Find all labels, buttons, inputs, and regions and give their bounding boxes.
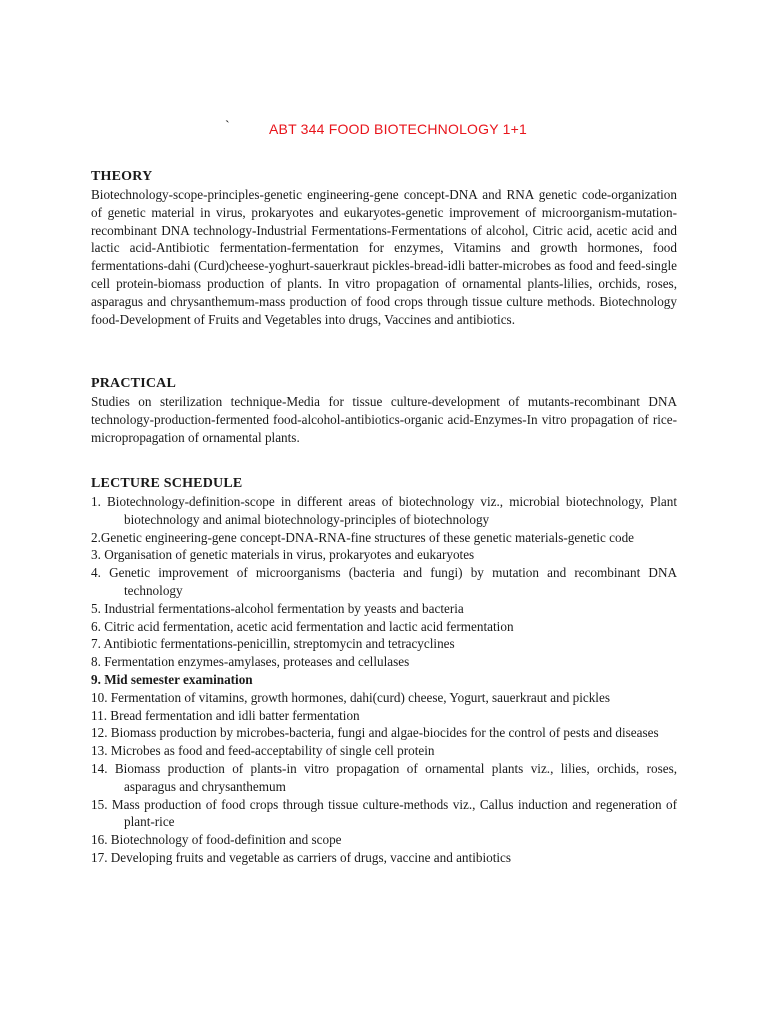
schedule-item: 16. Biotechnology of food-definition and scope	[91, 832, 342, 848]
schedule-item: 12. Biomass production by microbes-bacteria, fungi and algae-biocides for the control of pests and diseases	[91, 725, 659, 741]
lecture-schedule-list	[91, 493, 677, 867]
schedule-item: 17. Developing fruits and vegetable as carriers of drugs, vaccine and antibiotics	[91, 849, 512, 865]
schedule-item: 5. Industrial fermentations-alcohol fermentation by yeasts and bacteria	[91, 600, 464, 616]
schedule-item: 6. Citric acid fermentation, acetic acid fermentation and lactic acid fermentation	[91, 618, 514, 634]
schedule-item: 7. Antibiotic fermentations-penicillin, streptomycin and tetracyclines	[91, 636, 455, 652]
schedule-item: 10. Fermentation of vitamins, growth hormones, dahi(curd) cheese, Yogurt, sauerkraut and pickles	[91, 689, 610, 705]
schedule-item: 3. Organisation of genetic materials in virus, prokaryotes and eukaryotes	[91, 547, 475, 563]
lecture-schedule-heading: LECTURE SCHEDULE	[91, 476, 243, 491]
schedule-item: 15. Mass production of food crops through tissue culture-methods viz., Callus induction and regeneration of plant-rice	[91, 796, 677, 830]
schedule-item: 4. Genetic improvement of microorganisms (bacteria and fungi) by mutation and recombinant DNA technology	[91, 565, 677, 598]
theory-text: Biotechnology-scope-principles-genetic engineering-gene concept-DNA and RNA genetic code-organization of genetic material in virus, prokaryotes and eukaryotes-genetic improvement of microorganism-mutation-recombinant DNA technology-Industrial Fermentations-Fermentations of alcohol, Citric acid, acetic acid and lactic acid-Antibiotic fermentation-fermentation for enzymes, Vitamins and growth hormones, food fermentations-dahi (Curd)cheese-yoghurt-sauerkraut pickles-bread-idli batter-microbes as food and feed-single cell protein-biomass production of plants. In vitro propagation of ornamental plants-lilies, orchids, roses, asparagus and chrysanthemum-mass production of food crops through tissue culture methods. Biotechnology food-Development of Fruits and Vegetables into drugs, Vaccines and antibiotics.	[91, 187, 677, 327]
practical-text: Studies on sterilization technique-Media for tissue culture-development of mutants-recombinant DNA technology-production-fermented food-alcohol-antibiotics-organic acid-Enzymes-In vitro propagation of rice-micropropagation of ornamental plants.	[91, 394, 677, 445]
document-title: ABT 344 FOOD BIOTECHNOLOGY 1+1	[269, 121, 527, 137]
schedule-item: 2.Genetic engineering-gene concept-DNA-RNA-fine structures of these genetic materials-genetic code	[91, 529, 635, 545]
theory-heading: THEORY	[91, 169, 153, 184]
schedule-item: 8. Fermentation enzymes-amylases, proteases and cellulases	[91, 654, 410, 670]
stray-mark: `	[225, 119, 230, 134]
schedule-item: 13. Microbes as food and feed-acceptability of single cell protein	[91, 743, 435, 759]
schedule-item: 14. Biomass production of plants-in vitro propagation of ornamental plants viz., lilies, orchids, roses, asparagus and chrysanthemum	[91, 760, 677, 794]
schedule-item: 1. Biotechnology-definition-scope in different areas of biotechnology viz., microbial biotechnology, Plant biotechnology and animal biotechnology-principles of biotechnology	[91, 494, 677, 527]
schedule-item-midsem: 9. Mid semester examination	[91, 671, 253, 687]
title-line	[91, 121, 677, 141]
practical-heading: PRACTICAL	[91, 376, 177, 391]
schedule-item: 11. Bread fermentation and idli batter fermentation	[91, 707, 360, 723]
